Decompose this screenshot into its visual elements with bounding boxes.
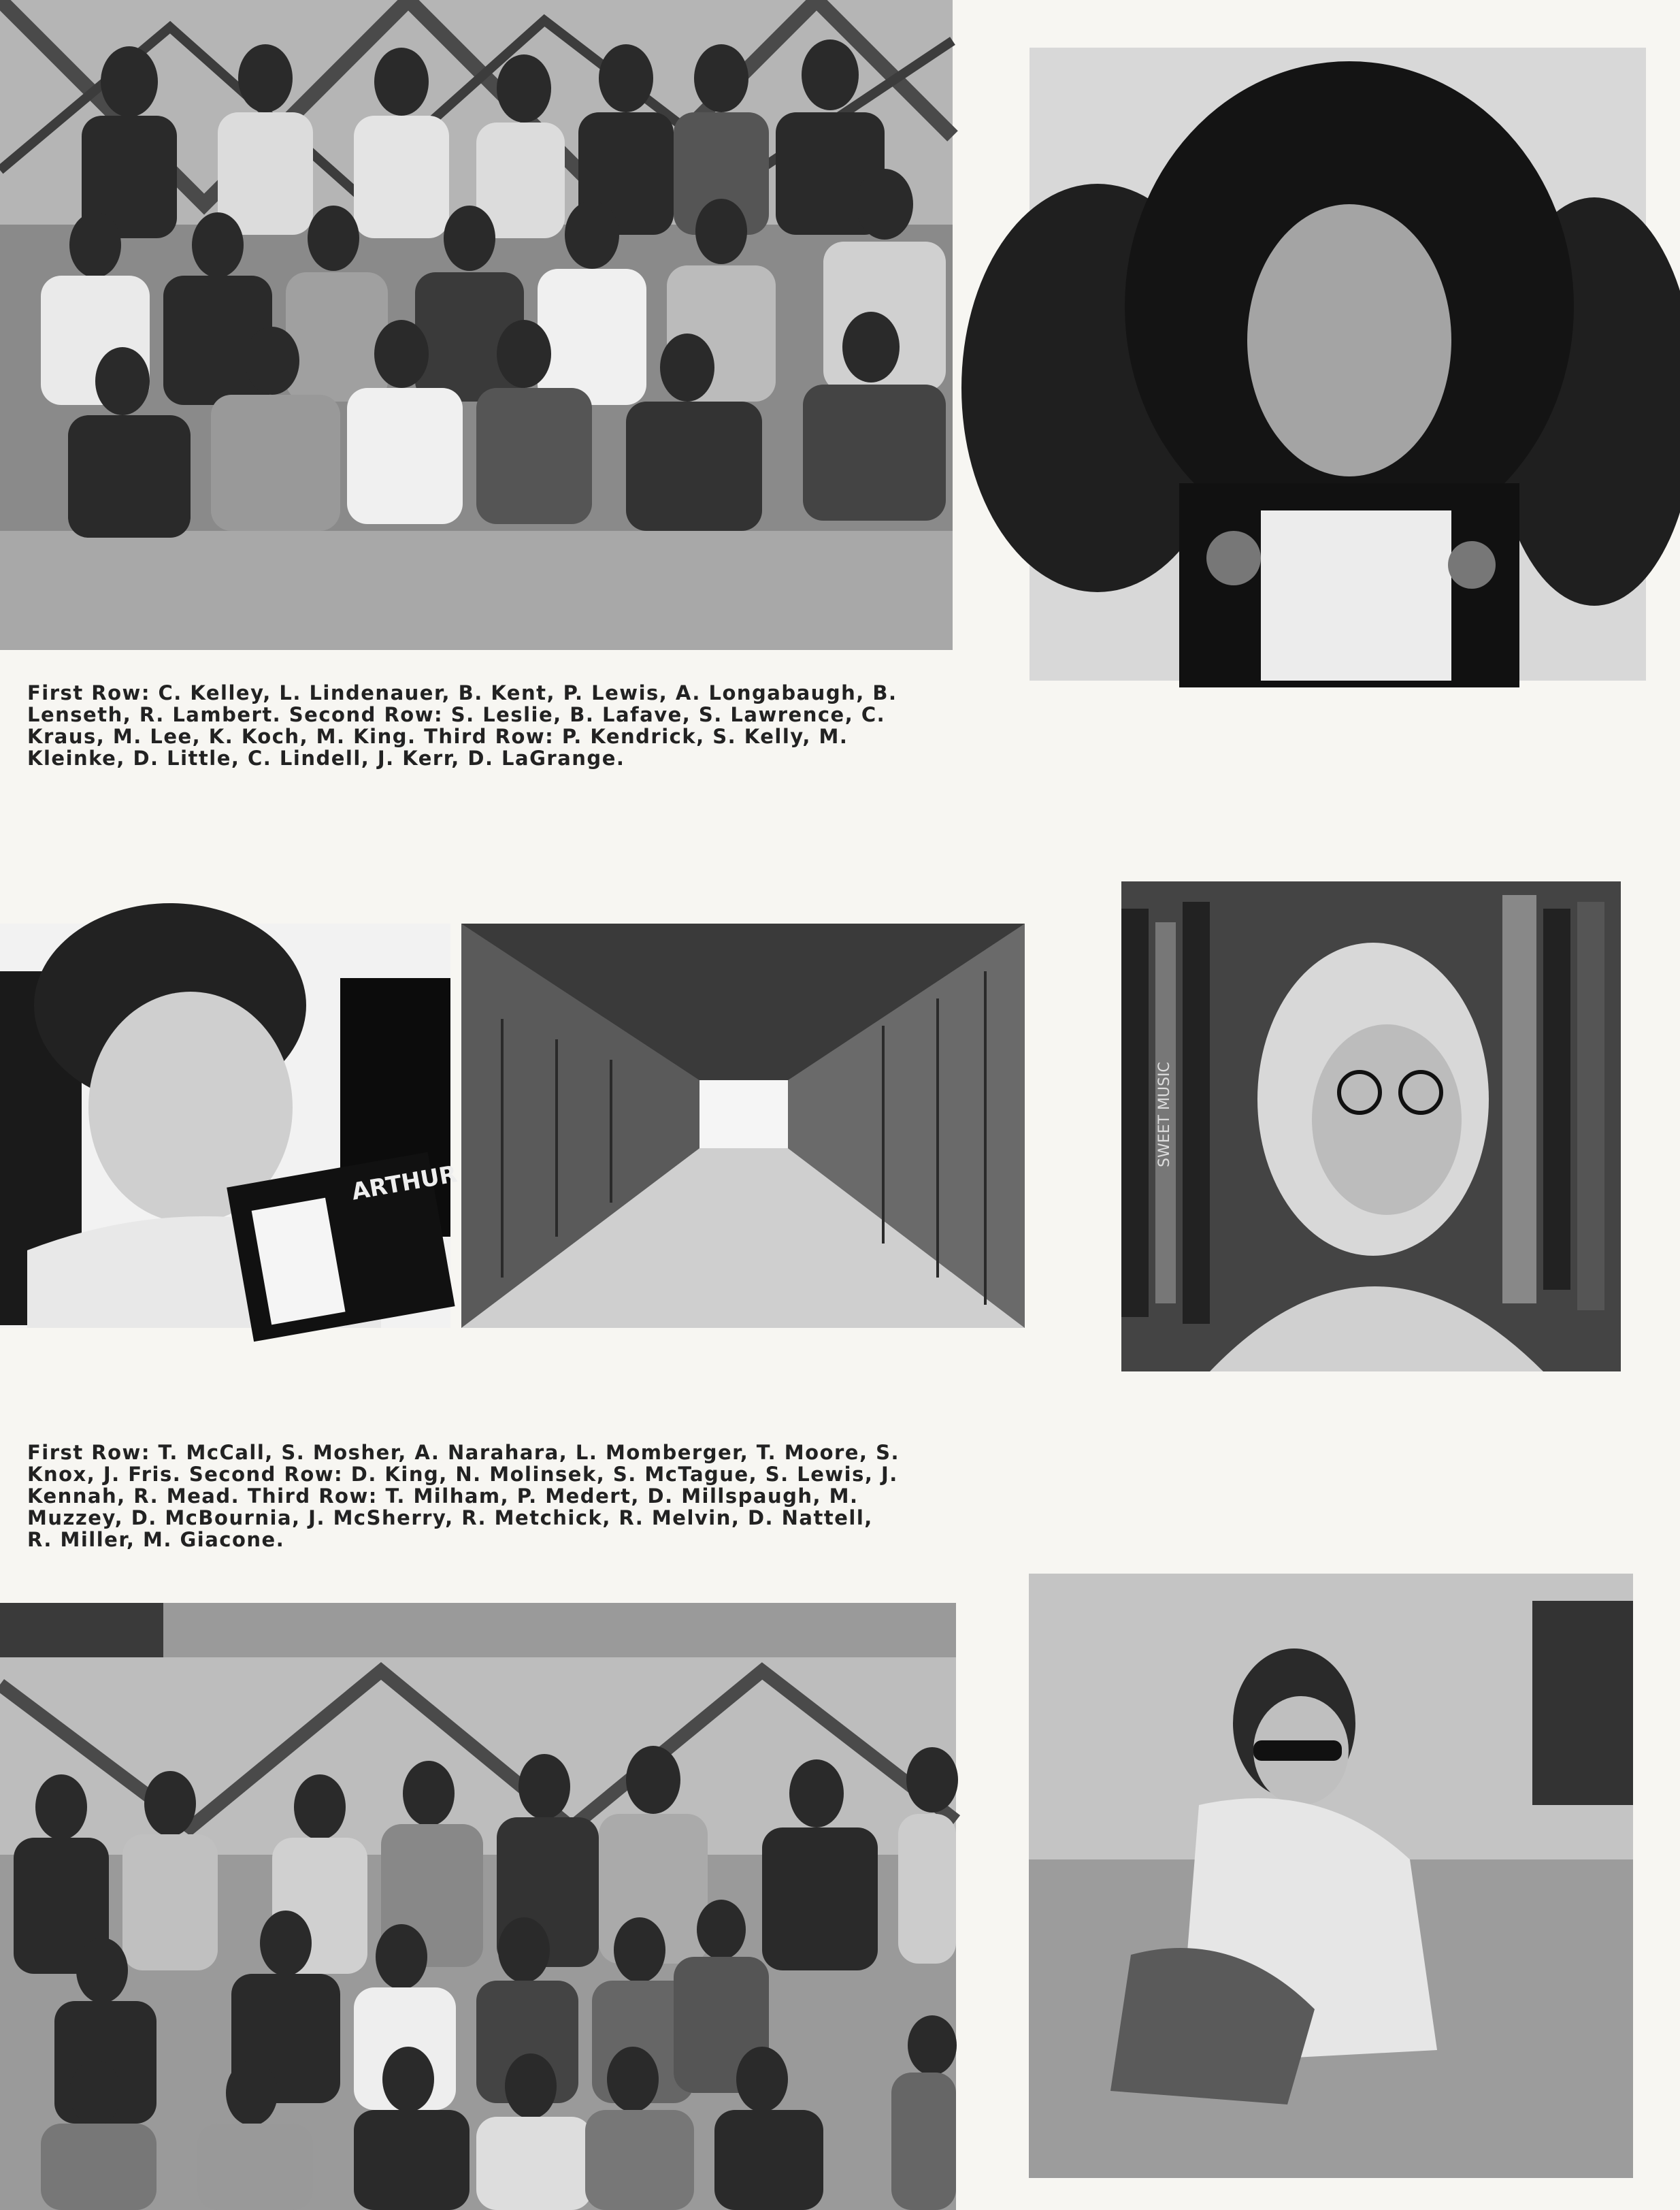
caption-line: Muzzey, D. McBournia, J. McSherry, R. Metchick, R. Melvin, D. Nattell, [27, 1506, 873, 1529]
caption-line: First Row: T. McCall, S. Mosher, A. Narahara, L. Momberger, T. Moore, S. [27, 1441, 900, 1464]
caption-line: Kraus, M. Lee, K. Koch, M. King. Third Row: P. Kendrick, S. Kelly, M. [27, 725, 849, 748]
portrait-circle-library [1121, 881, 1621, 1371]
portrait-circle-top [1030, 48, 1646, 681]
book-spine-sweet-music: SWEET MUSIC [1156, 1062, 1173, 1167]
caption-line: Lenseth, R. Lambert. Second Row: S. Leslie, B. Lafave, S. Lawrence, C. [27, 703, 886, 726]
group-photo-bottom [0, 1603, 956, 2210]
caption-second-group [27, 1442, 966, 1550]
portrait-circle-bottom [1029, 1574, 1633, 2178]
book-author-text: ARTHUR [349, 1160, 459, 1206]
photo-school-hallway [461, 924, 1025, 1328]
group-photo-top [0, 0, 953, 650]
caption-line: R. Miller, M. Giacone. [27, 1528, 285, 1551]
caption-line: Kennah, R. Mead. Third Row: T. Milham, P. Medert, D. Millspaugh, M. [27, 1484, 859, 1508]
caption-first-group [27, 682, 966, 769]
caption-line: Knox, J. Fris. Second Row: D. King, N. Molinsek, S. McTague, S. Lewis, J. [27, 1463, 898, 1486]
caption-line: First Row: C. Kelley, L. Lindenauer, B. Kent, P. Lewis, A. Longabaugh, B. [27, 681, 897, 704]
caption-line: Kleinke, D. Little, C. Lindell, J. Kerr, D. LaGrange. [27, 747, 625, 770]
photo-boy-reading [0, 924, 459, 1328]
